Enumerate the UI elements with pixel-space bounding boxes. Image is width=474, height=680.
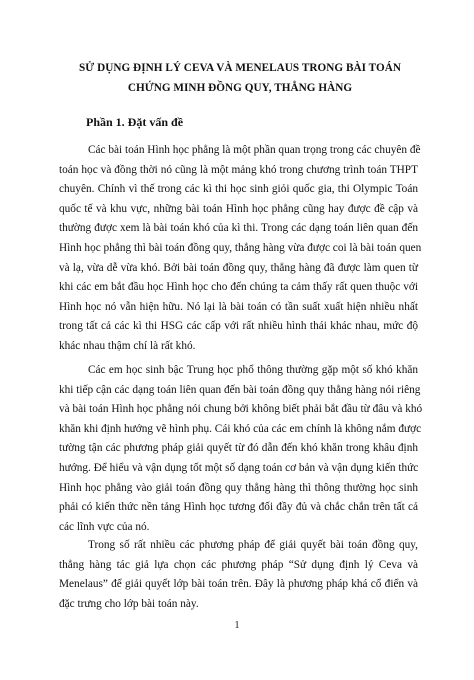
- paragraph-1-line-7: và lạ, vừa dễ vừa khó. Bởi bài toán đồng quy, thẳng hàng đã được làm quen từ: [59, 261, 418, 274]
- document-title-line-2: CHỨNG MINH ĐỒNG QUY, THẲNG HÀNG: [127, 82, 353, 94]
- paragraph-3-line-3: Menelaus” để giải quyết lớp bài toán trên. Đây là phương pháp khá cổ điển và: [59, 578, 418, 591]
- paragraph-2-line-4: khăn khi định hướng vẽ hình phụ. Cái khó của các em chính là không nắm được: [59, 422, 422, 435]
- paragraph-2-line-1: Các em học sinh bậc Trung học phổ thông thường gặp một số khó khăn: [88, 364, 418, 376]
- paragraph-2-line-7: Hình học phẳng vào giải toán đồng quy thẳng hàng thì thông thường học sinh: [59, 481, 418, 494]
- paragraph-1-line-10: trong tất cả các kì thi HSG các cấp với rất nhiều hình thái khác nhau, mức độ: [59, 320, 418, 333]
- paragraph-1-line-1: Các bài toán Hình học phẳng là một phần quan trọng trong các chuyên đề: [88, 144, 421, 156]
- page-number: 1: [234, 620, 240, 631]
- paragraph-1-line-2: toán học và đồng thời nó cũng là một mảng khó trong chương trình toán THPT: [59, 163, 418, 176]
- document-title-line-1: SỬ DỤNG ĐỊNH LÝ CEVA VÀ MENELAUS TRONG BÀI TOÁN: [79, 62, 401, 74]
- paragraph-2-line-3: và bài toán Hình học phẳng nói chung bởi không biết phải bắt đầu từ đâu và khó: [59, 403, 423, 416]
- paragraph-1-line-5: thường được xem là bài toán khó của kì thi. Trong các dạng toán liên quan đến: [59, 222, 418, 235]
- paragraph-3-line-4: đặc trưng cho lớp bài toán này.: [59, 597, 199, 610]
- paragraph-1-line-8: khi các em bắt đầu học Hình học cho đến chúng ta cảm thấy rất quen thuộc với: [59, 281, 418, 294]
- paragraph-2-line-9: các lĩnh vực của nó.: [59, 520, 150, 533]
- paragraph-2-line-8: phải có kiến thức nền tảng Hình học tương đối đầy đủ và chắc chắn trên tất cả: [59, 501, 418, 514]
- paragraph-1-line-11: khác nhau thậm chí là rất khó.: [59, 340, 196, 352]
- section-heading: Phần 1. Đặt vấn đề: [86, 115, 184, 129]
- paragraph-1-line-9: Hình học nó vẫn hiện hữu. Nó lại là bài toán có tần suất xuất hiện nhiều nhất: [59, 300, 418, 313]
- paragraph-2-line-2: khi tiếp cận các dạng toán liên quan đến bài toán đồng quy thẳng hàng nói riêng: [59, 383, 421, 396]
- paragraph-3-line-2: thẳng hàng tác giả lựa chọn các phương pháp “Sử dụng định lý Ceva và: [59, 558, 418, 571]
- paragraph-1-line-3: chuyên. Chính vì thế trong các kì thi học sinh giỏi quốc gia, thi Olympic Toán: [59, 183, 418, 196]
- paragraph-3-line-1: Trong số rất nhiều các phương pháp để giải quyết bài toán đồng quy,: [88, 539, 418, 551]
- paragraph-1-line-6: Hình học phẳng thì bài toán đồng quy, thẳng hàng vừa được coi là bài toán quen: [59, 242, 422, 254]
- paragraph-2-line-5: tường tận các phương pháp giải quyết từ đó dẫn đến khó khăn trong khâu định: [59, 442, 418, 455]
- paragraph-1-line-4: quốc tế và khu vực, những bài toán Hình học phẳng cũng hay được đề cập và: [59, 202, 418, 215]
- paragraph-2-line-6: hướng. Để hiểu và vận dụng tốt một số dạng toán cơ bản và vận dụng kiến thức: [59, 462, 419, 474]
